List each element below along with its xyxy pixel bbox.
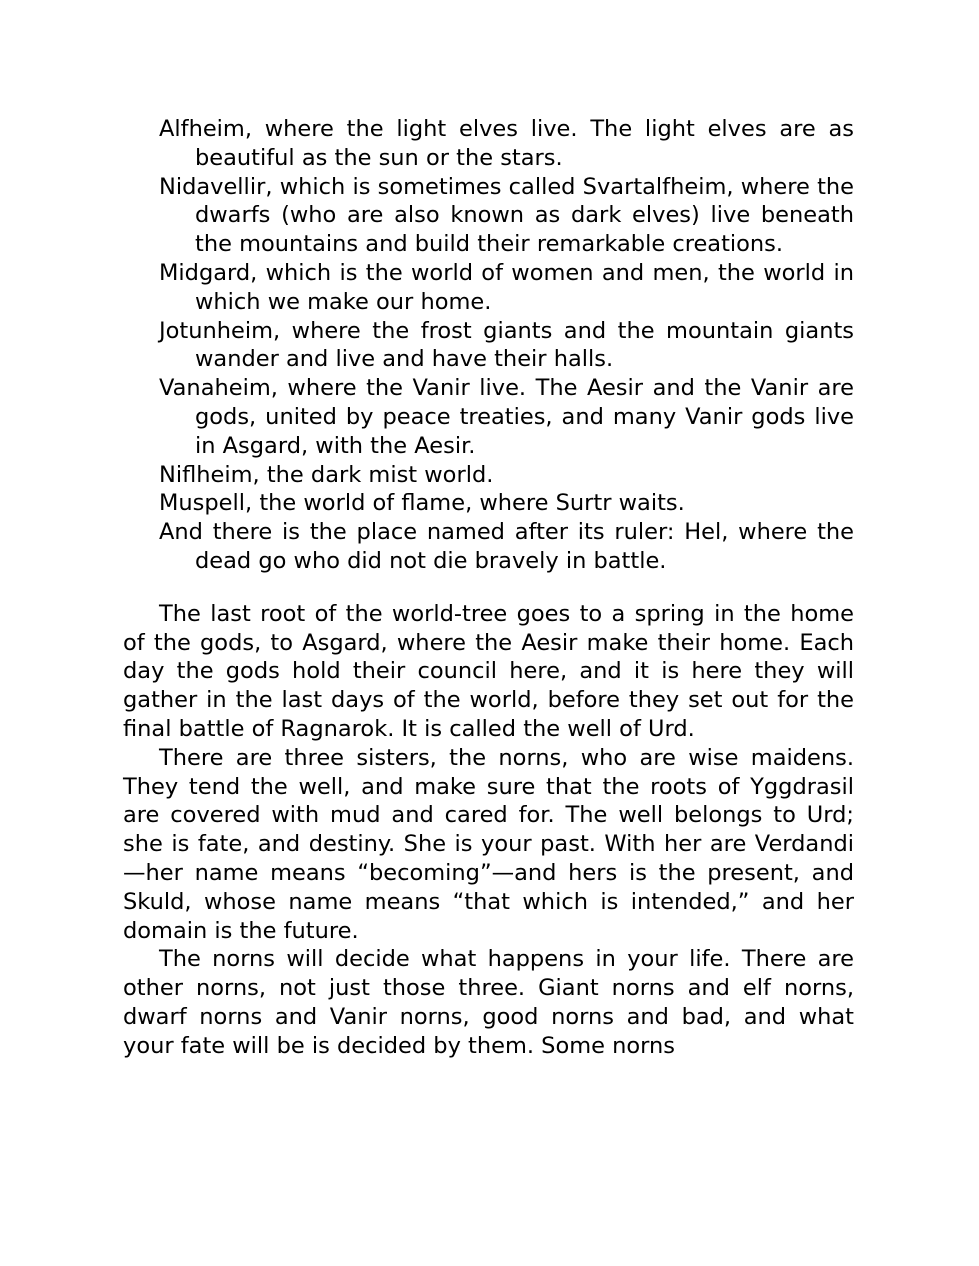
body-text (123, 600, 854, 1061)
world-item-alfheim: Alfheim, where the light elves live. The light elves are as beautiful as the sun or the stars. (159, 116, 854, 171)
paragraph-three-norns: There are three sisters, the norns, who are wise maidens. They tend the well, and make sure that the roots of Yggdrasil are covered with mud and cared for. The well belongs to Urd; she is fate, and destiny. She is your past. With her are Verdandi—her name means “becoming”—and hers is the present, and Skuld, whose name means “that which is intended,” and her domain is the future. (123, 744, 854, 944)
world-item-jotunheim: Jotunheim, where the frost giants and the mountain giants wander and live and have their halls. (159, 317, 854, 373)
paragraph-well-of-urd: The last root of the world-tree goes to a spring in the home of the gods, to Asgard, where the Aesir make their home. Each day the gods hold their council here, and it is here they will gather in the last days of the world, before they set out for the final battle of Ragnarok. It is called the well of Urd. (123, 600, 854, 742)
world-item-vanaheim: Vanaheim, where the Vanir live. The Aesir and the Vanir are gods, united by peace treaties, and many Vanir gods live in Asgard, with the Aesir. (159, 375, 854, 459)
nine-worlds-list (123, 115, 854, 576)
book-page (123, 115, 854, 1061)
world-item-midgard: Midgard, which is the world of women and men, the world in which we make our home. (159, 259, 854, 315)
world-item-hel: And there is the place named after its ruler: Hel, where the dead go who did not die bravely in battle. (159, 519, 854, 574)
world-item-niflheim: Niflheim, the dark mist world. (159, 461, 494, 488)
paragraph-norns-decide: The norns will decide what happens in your life. There are other norns, not just those three. Giant norns and elf norns, dwarf norns and Vanir norns, good norns and bad, and what your fate will be is decided by them. Some norns (123, 946, 854, 1059)
world-item-nidavellir: Nidavellir, which is sometimes called Svartalfheim, where the dwarfs (who are also known as dark elves) live beneath the mountains and build their remarkable creations. (159, 173, 854, 258)
world-item-muspell: Muspell, the world of flame, where Surtr waits. (159, 490, 685, 517)
